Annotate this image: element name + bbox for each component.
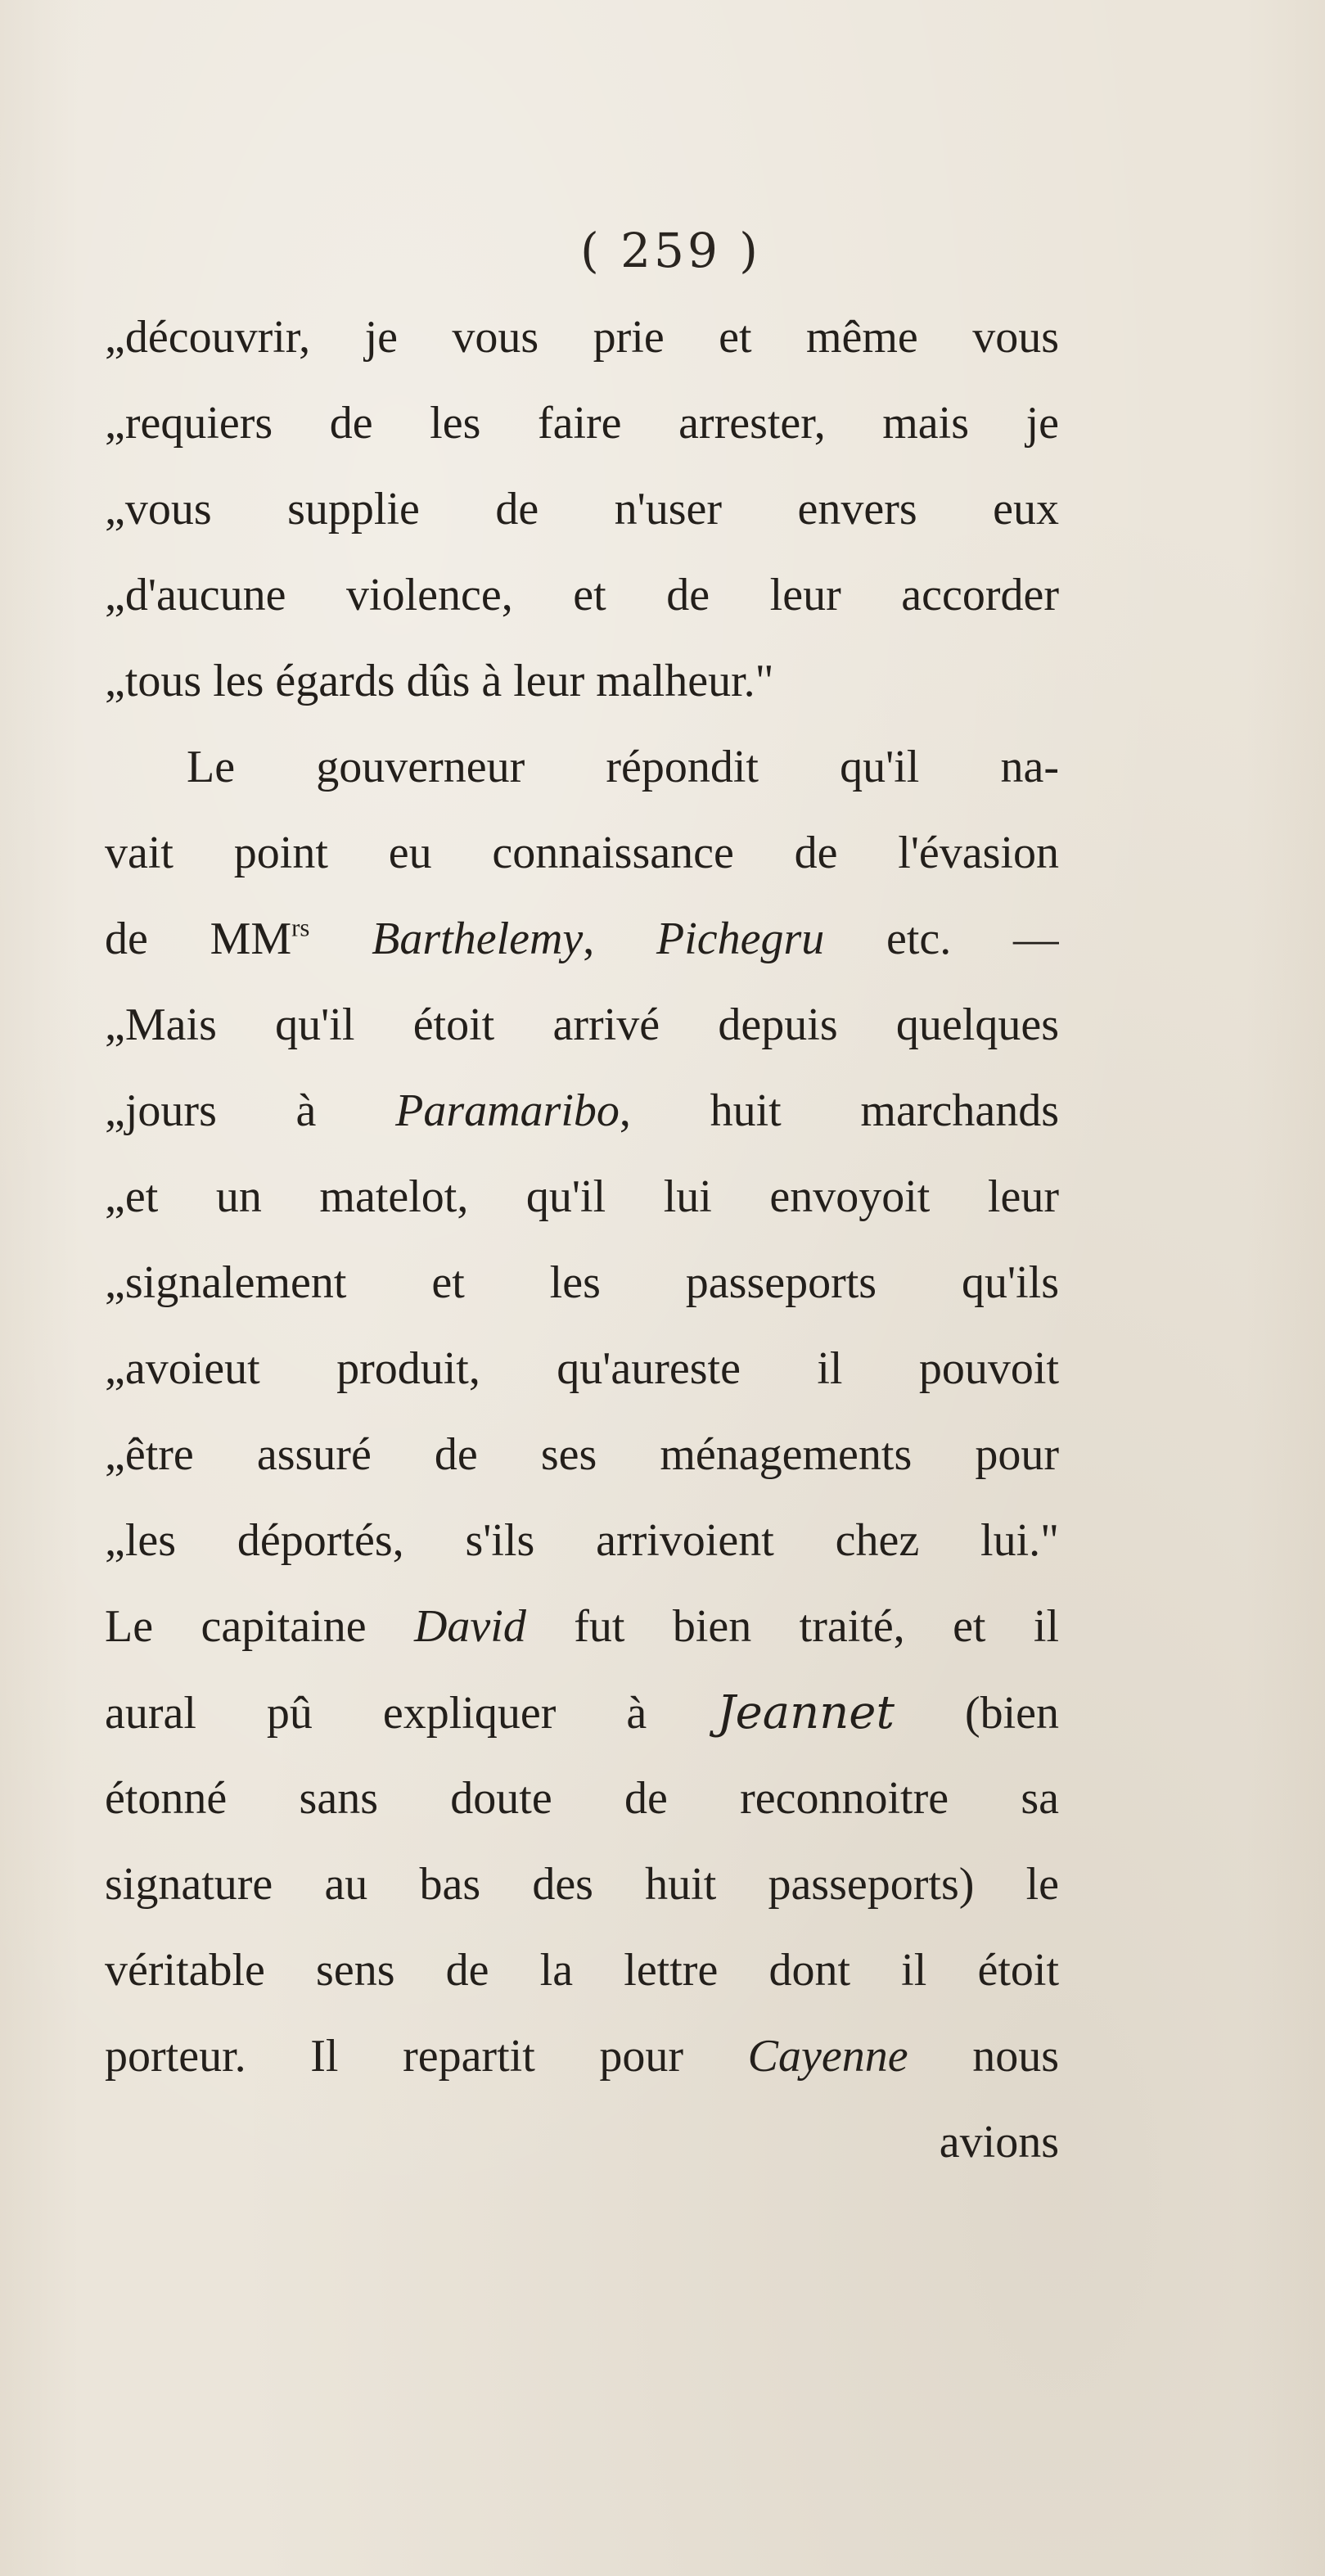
text-line: véritable sens de la lettre dont il étoit [105, 1945, 1059, 1996]
superscript: rs [291, 914, 310, 942]
text-line: Le capitaine David fut bien traité, et il [105, 1601, 1059, 1652]
text-line: „avoieut produit, qu'aureste il pouvoit [105, 1343, 1059, 1394]
italic-place: Paramaribo [395, 1085, 620, 1136]
text-line: „requiers de les faire arrester, mais je [105, 398, 1059, 449]
text-line: étonné sans doute de reconnoitre sa [105, 1773, 1059, 1824]
text-line: „les déportés, s'ils arrivoient chez lui." [105, 1515, 1059, 1566]
italic-name: David [413, 1601, 526, 1652]
text-line: vait point eu connaissance de l'évasion [105, 828, 1059, 878]
body-text [105, 295, 1059, 2186]
text-line: „jours à Paramaribo, huit marchands [105, 1085, 1059, 1136]
text-line: signature au bas des huit passeports) le [105, 1859, 1059, 1910]
text-line: aural pû expliquer à Jeannet (bien [105, 1686, 1059, 1739]
text-line: „d'aucune violence, et de leur accorder [105, 570, 1059, 620]
text-line: „tous les égards dûs à leur malheur." [105, 656, 774, 706]
text-line: „être assuré de ses ménagements pour [105, 1429, 1059, 1480]
text-line: „et un matelot, qu'il lui envoyoit leur [105, 1171, 1059, 1222]
text-line: porteur. Il repartit pour Cayenne nous [105, 2031, 1059, 2082]
catchword: avions [939, 2117, 1059, 2168]
italic-name: Pichegru [656, 914, 825, 964]
text-line: „découvrir, je vous prie et même vous [105, 312, 1059, 363]
text-line: „Mais qu'il étoit arrivé depuis quelques [105, 999, 1059, 1050]
paragraph-start-line: Le gouverneur répondit qu'il na- [187, 742, 1059, 792]
page-number-header: ( 259 ) [580, 223, 761, 278]
text-line: „vous supplie de n'user envers eux [105, 484, 1059, 535]
italic-name: Jeannet [717, 1686, 895, 1739]
text-line: de $MM^{rs}$ Barthelemy, Pichegru etc. — [105, 914, 1059, 964]
text-line: „signalement et les passeports qu'ils [105, 1257, 1059, 1308]
italic-place: Cayenne [747, 2031, 908, 2082]
italic-name: Barthelemy [372, 914, 584, 964]
